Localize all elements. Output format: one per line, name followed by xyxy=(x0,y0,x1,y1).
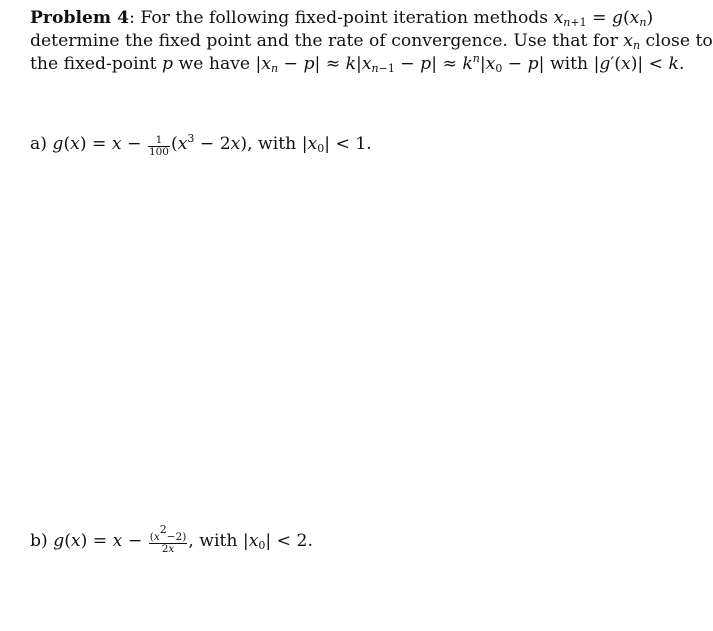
part-b-condition: $|x_0|$ xyxy=(242,531,272,552)
convergence-estimate: $|x_n - p| \approx k|x_{n-1} - p| \approx k^n|x_0 - p|$ xyxy=(255,52,545,75)
part-b: b) g(x) = x − $\frac{(x^2-2)}{2x}$ , with $|x_0| < 2$. xyxy=(30,523,313,555)
xn-symbol: $x_n$ xyxy=(623,31,641,52)
iteration-formula: $x_{n+1} = g(x_n)$ xyxy=(553,8,654,29)
part-a-function: g(x) = x − $\frac{1}{100}$ $(x^3 - 2x)$ xyxy=(52,132,248,158)
part-b-label: b) xyxy=(30,531,48,551)
fraction-x2-minus-2-over-2x: $\frac{(x^2-2)}{2x}$ xyxy=(149,523,187,555)
part-b-function: g(x) = x − $\frac{(x^2-2)}{2x}$ xyxy=(53,523,187,555)
fraction-one-hundredth: $\frac{1}{100}$ xyxy=(148,134,169,158)
part-a-label: a) xyxy=(30,134,47,154)
problem-intro-text: For the following fixed-point iteration methods xyxy=(140,8,549,28)
problem-line-1: Problem 4: For the following fixed-point iteration methods $x_{n+1} = g(x_n)$ xyxy=(30,8,654,29)
part-a: a) g(x) = x − $\frac{1}{100}$ $(x^3 - 2x)$, with $|x_0| < 1$. xyxy=(30,132,372,158)
problem-heading: Problem 4 xyxy=(30,8,130,28)
p-symbol: p xyxy=(162,54,174,74)
problem-line-3: the fixed-point p we have $|x_n - p| \approx k|x_{n-1} - p| \approx k^n|x_0 - p|$ with |g′(x)| < k. xyxy=(30,52,685,75)
part-a-condition: $|x_0|$ xyxy=(301,134,330,155)
problem-line-2: determine the fixed point and the rate of convergence. Use that for $x_n$ close to xyxy=(30,31,713,52)
derivative-bound: |g′(x)| < k. xyxy=(593,54,685,74)
